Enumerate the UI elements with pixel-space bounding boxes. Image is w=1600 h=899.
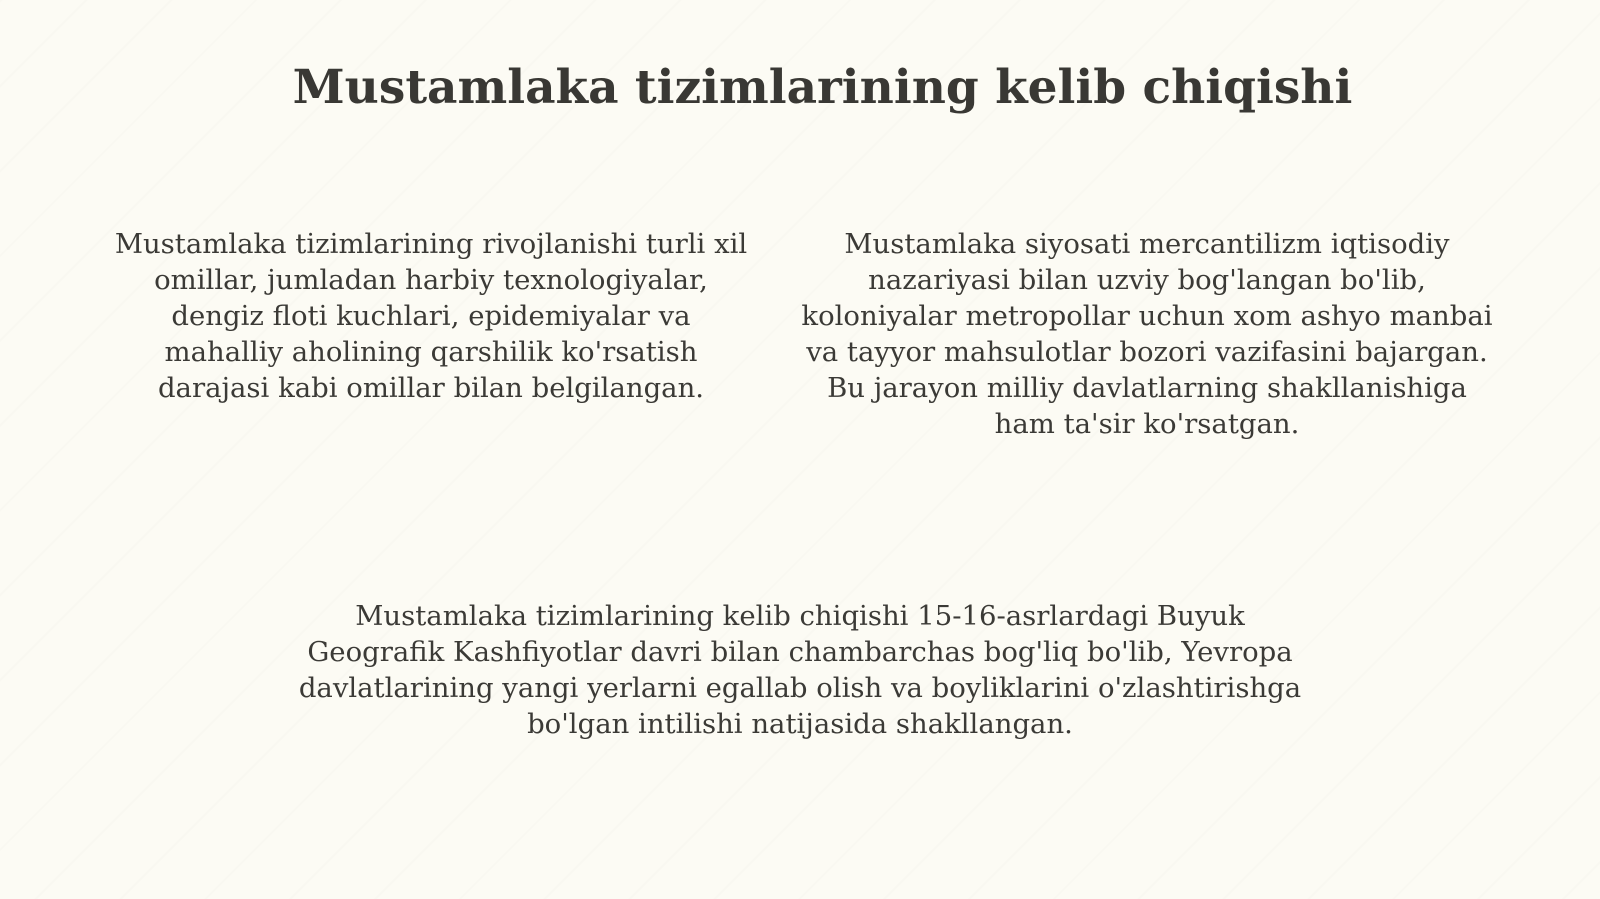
paragraph-left: Mustamlaka tizimlarining rivojlanishi turli xil omillar, jumladan harbiy texnologiyalar, dengiz floti kuchlari, epidemiyalar va mahalliy aholining qarshilik ko'rsatish darajasi kabi omillar bilan belgilangan.	[114, 228, 748, 404]
slide-title: Mustamlaka tizimlarining kelib chiqishi	[292, 60, 1353, 115]
paragraph-bottom: Mustamlaka tizimlarining kelib chiqishi 15-16-asrlardagi Buyuk Geografik Kashfiyotlar davri bilan chambarchas bog'liq bo'lib, Yevropa davlatlarining yangi yerlarni egallab olish va boyliklarini o'zlashtirishga bo'lgan intilishi natijasida shakllangan.	[298, 600, 1302, 740]
paragraph-right: Mustamlaka siyosati mercantilizm iqtisodiy nazariyasi bilan uzviy bog'langan bo'lib, koloniyalar metropollar uchun xom ashyo manbai va tayyor mahsulotlar bozori vazifasini bajargan. Bu jarayon milliy davlatlarning shakllanishiga ham ta'sir ko'rsatgan.	[801, 228, 1493, 440]
